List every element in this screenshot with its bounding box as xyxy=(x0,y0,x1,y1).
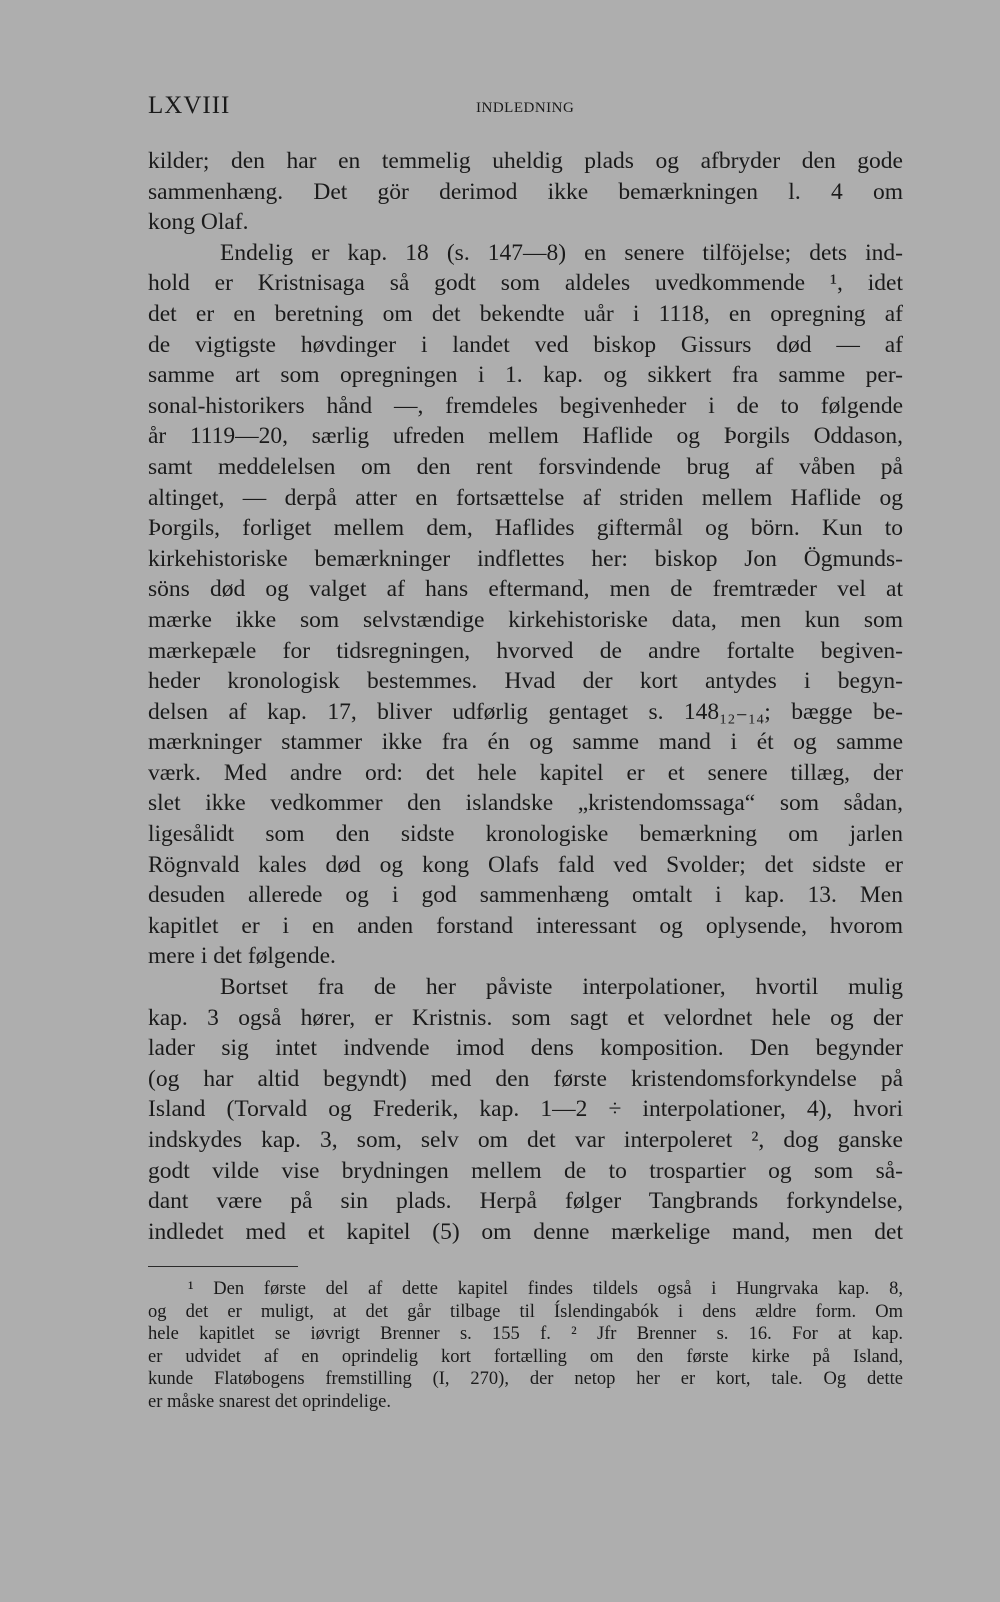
body-line: Þorgils, forliget mellem dem, Haflides giftermål og börn. Kun to xyxy=(148,515,903,542)
body-line: sonal-historikers hånd —, fremdeles begivenheder i de to følgende xyxy=(148,392,903,419)
body-line: indledet med et kapitel (5) om denne mærkelige mand, men det xyxy=(148,1218,903,1245)
body-line: kap. 3 også hører, er Kristnis. som sagt et velordnet hele og der xyxy=(148,1004,903,1031)
footnote-divider xyxy=(148,1266,298,1267)
body-line: (og har altid begyndt) med den første kristendomsforkyndelse på xyxy=(148,1065,903,1092)
body-line: værk. Med andre ord: det hele kapitel er et senere tillæg, der xyxy=(148,759,903,786)
body-line: godt vilde vise brydningen mellem de to trospartier og som så- xyxy=(148,1157,903,1184)
body-line: Endelig er kap. 18 (s. 147—8) en senere tilföjelse; dets ind- xyxy=(220,239,903,266)
body-line: söns død og valget af hans eftermand, men de fremtræder vel at xyxy=(148,576,903,603)
running-head: INDLEDNING xyxy=(476,100,575,116)
body-line: Rögnvald kales død og kong Olafs fald ved Svolder; det sidste er xyxy=(148,851,903,878)
body-line: mere i det følgende. xyxy=(148,943,336,970)
body-line: hold er Kristnisaga så godt som aldeles uvedkommende ¹, idet xyxy=(148,270,903,297)
page-number: LXVIII xyxy=(148,92,231,119)
body-line: lader sig intet indvende imod dens komposition. Den begynder xyxy=(148,1035,903,1062)
body-line: kirkehistoriske bemærkninger indflettes her: biskop Jon Ögmunds- xyxy=(148,545,903,572)
body-line: kong Olaf. xyxy=(148,209,249,236)
footnote-line: hele kapitlet se iøvrigt Brenner s. 155 f. ² Jfr Brenner s. 16. For at kap. xyxy=(148,1324,903,1344)
body-text xyxy=(148,146,903,1247)
body-line: altinget, — derpå atter en fortsættelse af striden mellem Haflide og xyxy=(148,484,903,511)
page-header xyxy=(148,92,900,122)
body-line: dant være på sin plads. Herpå følger Tangbrands forkyndelse, xyxy=(148,1188,903,1215)
body-line: år 1119—20, særlig ufreden mellem Haflide og Þorgils Oddason, xyxy=(148,423,903,450)
body-line: mærkninger stammer ikke fra én og samme mand i ét og samme xyxy=(148,729,903,756)
body-line: Island (Torvald og Frederik, kap. 1—2 ÷ interpolationer, 4), hvori xyxy=(148,1096,903,1123)
body-line: kilder; den har en temmelig uheldig plads og afbryder den gode xyxy=(148,148,903,174)
body-line: mærkepæle for tidsregningen, hvorved de andre fortalte begiven- xyxy=(148,637,903,664)
footnote-line: ¹ Den første del af dette kapitel findes tildels også i Hungrvaka kap. 8, xyxy=(188,1279,903,1299)
body-line: de vigtigste høvdinger i landet ved biskop Gissurs død — af xyxy=(148,331,903,358)
body-line: kapitlet er i en anden forstand interessant og oplysende, hvorom xyxy=(148,912,903,939)
body-line: sammenhæng. Det gör derimod ikke bemærkningen l. 4 om xyxy=(148,178,903,205)
body-line: mærke ikke som selvstændige kirkehistoriske data, men kun som xyxy=(148,606,903,633)
footnote-line: kunde Flatøbogens fremstilling (I, 270), der netop her er kort, tale. Og dette xyxy=(148,1369,903,1389)
body-line: Bortset fra de her påviste interpolationer, hvortil mulig xyxy=(220,974,903,1001)
footnote-line: er måske snarest det oprindelige. xyxy=(148,1391,391,1412)
body-line: det er en beretning om det bekendte uår i 1118, en opregning af xyxy=(148,300,903,327)
footnote-line: er udvidet af en oprindelig kort fortælling om den første kirke på Island, xyxy=(148,1346,903,1367)
footnotes xyxy=(148,1278,903,1413)
body-line: samt meddelelsen om den rent forsvindende brug af våben på xyxy=(148,453,903,480)
body-line: slet ikke vedkommer den islandske „kristendomssaga“ som sådan, xyxy=(148,790,903,817)
body-line: delsen af kap. 17, bliver udførlig gentaget s. 148₁₂₋₁₄; bægge be- xyxy=(148,698,903,725)
body-line: heder kronologisk bestemmes. Hvad der kort antydes i begyn- xyxy=(148,668,903,695)
body-line: ligesålidt som den sidste kronologiske bemærkning om jarlen xyxy=(148,821,903,848)
body-line: samme art som opregningen i 1. kap. og sikkert fra samme per- xyxy=(148,362,903,389)
footnote-line: og det er muligt, at det går tilbage til Íslendingabók i dens ældre form. Om xyxy=(148,1301,903,1322)
body-line: indskydes kap. 3, som, selv om det var interpoleret ², dog ganske xyxy=(148,1127,903,1153)
body-line: desuden allerede og i god sammenhæng omtalt i kap. 13. Men xyxy=(148,882,903,909)
